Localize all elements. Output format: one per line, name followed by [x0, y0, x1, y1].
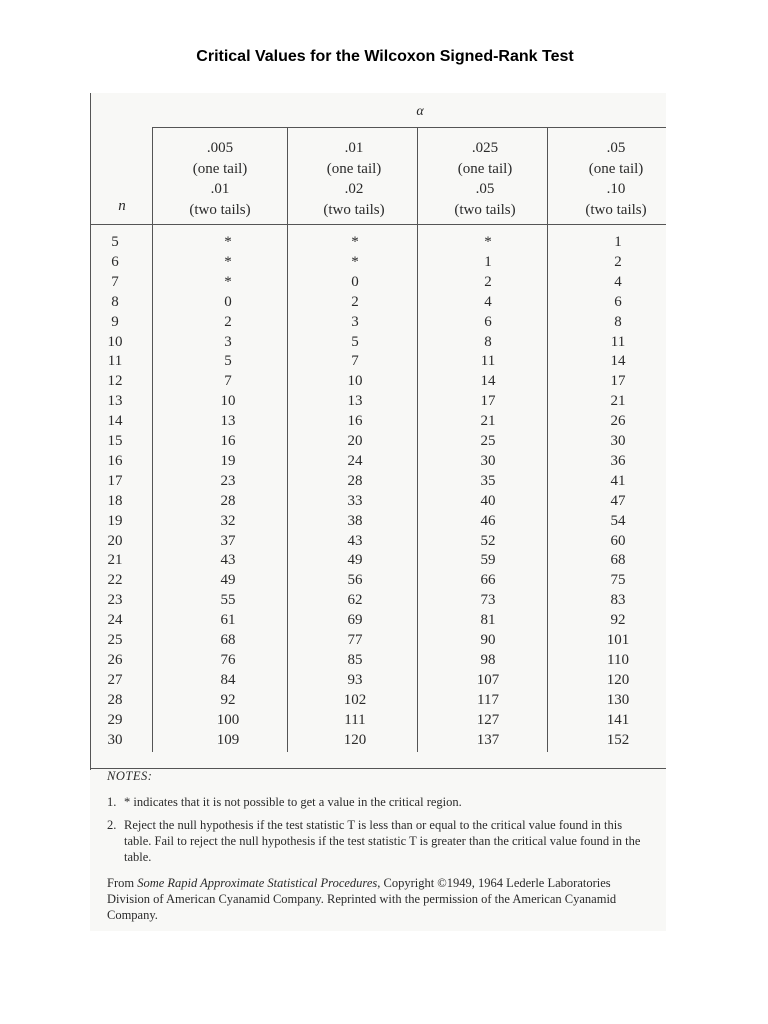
critical-value-cell: 3 — [351, 313, 359, 330]
n-cell: 30 — [107, 731, 123, 748]
critical-value-cell: 37 — [220, 532, 236, 549]
n-cell: 21 — [107, 552, 123, 569]
critical-value-cell: 40 — [480, 492, 496, 509]
critical-value-cell: 46 — [480, 512, 496, 529]
notes-heading: NOTES: — [107, 769, 153, 783]
notes-section — [107, 768, 652, 923]
n-column-header: n — [118, 198, 126, 214]
note-text: * indicates that it is not possible to get a value in the critical region. — [124, 795, 462, 809]
column-divider-3 — [417, 127, 418, 752]
critical-value-cell: 10 — [347, 373, 363, 390]
critical-value-cell: 7 — [224, 373, 232, 390]
critical-value-cell: 81 — [480, 612, 496, 629]
critical-value-cell: 107 — [476, 671, 500, 688]
n-cell: 18 — [107, 492, 123, 509]
critical-value-cell: 120 — [606, 671, 630, 688]
n-cell: 13 — [107, 393, 123, 410]
critical-value-cell: 77 — [347, 632, 363, 648]
n-cell: 28 — [107, 691, 123, 708]
critical-value-cell: 137 — [476, 731, 500, 748]
critical-value-cell: 68 — [610, 552, 626, 569]
critical-value-cell: 49 — [220, 572, 236, 589]
n-cell: 5 — [111, 234, 119, 250]
critical-value-cell: * — [224, 273, 232, 290]
critical-value-cell: 92 — [610, 612, 626, 629]
column-header-1 — [172, 138, 268, 220]
critical-value-cell: 59 — [480, 552, 496, 569]
critical-value-cell: 117 — [477, 691, 499, 708]
two-tails-label: (two tails) — [585, 201, 647, 218]
critical-value-cell: 68 — [220, 632, 236, 648]
critical-value-cell: 7 — [351, 353, 359, 370]
critical-value-cell: 16 — [347, 413, 363, 430]
n-cell: 11 — [107, 353, 123, 370]
note-1 — [107, 794, 652, 810]
critical-value-cell: 141 — [606, 711, 630, 728]
critical-value-cell: 61 — [220, 612, 236, 629]
critical-value-cell: 76 — [220, 651, 236, 668]
critical-value-cell: 17 — [480, 393, 496, 410]
critical-value-cell: 23 — [220, 472, 236, 489]
critical-value-cell: 75 — [610, 572, 626, 589]
critical-value-cell: 66 — [480, 572, 496, 589]
header-rule — [90, 224, 666, 225]
critical-value-cell: 6 — [614, 293, 622, 310]
column-header-2 — [306, 138, 402, 220]
critical-value-cell: 4 — [614, 273, 622, 290]
column-header-3 — [437, 138, 533, 220]
critical-value-cell: 11 — [610, 333, 626, 350]
note-number: 2. — [107, 818, 117, 832]
critical-value-cell: * — [484, 234, 492, 250]
critical-value-cell: 92 — [220, 691, 236, 708]
critical-value-cell: * — [224, 234, 232, 250]
one-tail-label: (one tail) — [588, 160, 644, 177]
critical-value-cell: 47 — [610, 492, 626, 509]
n-cell: 6 — [111, 253, 119, 270]
critical-value-cell: 24 — [347, 452, 363, 469]
critical-value-cell: 30 — [480, 452, 496, 469]
one-tail-value: .01 — [344, 140, 364, 156]
critical-value-cell: 5 — [224, 353, 232, 370]
source-citation — [107, 875, 652, 923]
critical-value-cell: 6 — [484, 313, 492, 330]
n-cell: 15 — [107, 433, 123, 449]
critical-value-cell: 52 — [480, 532, 496, 549]
critical-value-cell: 5 — [351, 333, 359, 350]
two-tails-value: .02 — [344, 181, 364, 197]
critical-value-cell: 16 — [220, 433, 236, 449]
critical-value-cell: 101 — [606, 632, 630, 648]
critical-value-cell: 13 — [220, 413, 236, 430]
n-cell: 9 — [111, 313, 119, 330]
critical-value-cell: 109 — [216, 731, 240, 748]
critical-value-cell: 111 — [344, 711, 366, 728]
note-2 — [107, 817, 652, 865]
critical-value-cell: 21 — [480, 413, 496, 430]
source-prefix: From — [107, 876, 138, 890]
n-cell: 22 — [107, 572, 123, 589]
critical-value-cell: 19 — [220, 452, 236, 469]
critical-value-cell: 32 — [220, 512, 236, 529]
one-tail-value: .05 — [606, 140, 626, 156]
alpha-label: α — [416, 104, 424, 119]
critical-value-cell: * — [351, 234, 359, 250]
critical-value-cell: 43 — [347, 532, 363, 549]
critical-value-cell: 110 — [607, 651, 629, 668]
two-tails-value: .01 — [210, 181, 230, 197]
critical-value-cell: 41 — [610, 472, 626, 489]
one-tail-value: .025 — [471, 140, 499, 156]
critical-value-cell: 85 — [347, 651, 363, 668]
critical-value-cell: 3 — [224, 333, 232, 350]
n-cell: 25 — [107, 632, 123, 648]
two-tails-label: (two tails) — [454, 201, 516, 218]
critical-value-cell: 93 — [347, 671, 363, 688]
critical-value-cell: 62 — [347, 592, 363, 609]
critical-value-cell: 8 — [614, 313, 622, 330]
critical-value-cell: 98 — [480, 651, 496, 668]
critical-value-cell: 28 — [347, 472, 363, 489]
critical-value-cell: 152 — [606, 731, 630, 748]
n-cell: 24 — [107, 612, 123, 629]
critical-value-cell: 56 — [347, 572, 363, 589]
page-title: Critical Values for the Wilcoxon Signed-Rank Test — [196, 48, 574, 65]
critical-value-cell: 90 — [480, 632, 496, 648]
critical-value-cell: 73 — [480, 592, 496, 609]
critical-value-cell: 4 — [484, 293, 492, 310]
one-tail-label: (one tail) — [326, 160, 382, 177]
critical-value-cell: 1 — [614, 234, 622, 250]
n-cell: 26 — [107, 651, 123, 668]
n-cell: 19 — [107, 512, 123, 529]
n-cell: 10 — [107, 333, 123, 350]
critical-value-cell: 13 — [347, 393, 363, 410]
critical-value-cell: 2 — [614, 253, 622, 270]
critical-value-cell: 33 — [347, 492, 363, 509]
critical-value-cell: 2 — [224, 313, 232, 330]
critical-value-cell: * — [351, 253, 359, 270]
n-cell: 8 — [111, 293, 119, 310]
critical-value-cell: 54 — [610, 512, 626, 529]
critical-value-cell: 2 — [351, 293, 359, 310]
one-tail-label: (one tail) — [457, 160, 513, 177]
critical-value-cell: 10 — [220, 393, 236, 410]
critical-value-cell: 43 — [220, 552, 236, 569]
alpha-underline — [152, 127, 666, 128]
critical-value-cell: 102 — [343, 691, 367, 708]
critical-value-cell: 120 — [343, 731, 367, 748]
critical-value-cell: * — [224, 253, 232, 270]
source-rest: , Copyright ©1949, 1964 Lederle Laboratories Division of American Cyanamid Company. Reprinted with the permission of the American Cyanamid Company. — [107, 876, 617, 922]
critical-value-cell: 17 — [610, 373, 626, 390]
critical-value-cell: 25 — [480, 433, 496, 449]
left-border — [90, 93, 91, 770]
critical-value-cell: 1 — [484, 253, 492, 270]
n-cell: 20 — [107, 532, 123, 549]
two-tails-value: .10 — [606, 181, 626, 197]
two-tails-label: (two tails) — [323, 201, 385, 218]
one-tail-value: .005 — [206, 140, 234, 156]
critical-value-cell: 14 — [480, 373, 496, 390]
critical-value-cell: 55 — [220, 592, 236, 609]
column-divider-2 — [287, 127, 288, 752]
critical-value-cell: 0 — [351, 273, 359, 290]
critical-value-cell: 130 — [606, 691, 630, 708]
critical-value-cell: 127 — [476, 711, 500, 728]
critical-value-cell: 35 — [480, 472, 496, 489]
note-number: 1. — [107, 795, 117, 809]
critical-value-cell: 8 — [484, 333, 492, 350]
critical-value-cell: 14 — [610, 353, 626, 370]
critical-value-cell: 0 — [224, 293, 232, 310]
critical-value-cell: 69 — [347, 612, 363, 629]
n-cell: 29 — [107, 711, 123, 728]
source-title: Some Rapid Approximate Statistical Procedures — [137, 876, 378, 890]
n-cell: 17 — [107, 472, 123, 489]
critical-value-cell: 100 — [216, 711, 240, 728]
critical-value-cell: 28 — [220, 492, 236, 509]
column-divider-1 — [152, 127, 153, 752]
column-header-4 — [568, 138, 664, 220]
critical-value-cell: 2 — [484, 273, 492, 290]
critical-value-cell: 20 — [347, 433, 363, 449]
critical-value-cell: 38 — [347, 512, 363, 529]
critical-value-cell: 30 — [610, 433, 626, 449]
n-cell: 16 — [107, 452, 123, 469]
column-divider-4 — [547, 127, 548, 752]
critical-value-cell: 21 — [610, 393, 626, 410]
critical-value-cell: 49 — [347, 552, 363, 569]
critical-value-cell: 84 — [220, 671, 236, 688]
critical-value-cell: 26 — [610, 413, 626, 430]
critical-value-cell: 36 — [610, 452, 626, 469]
note-text: Reject the null hypothesis if the test statistic T is less than or equal to the critical value found in this table. Fail to reject the null hypothesis if the test statistic T is greater than the critical value found in the table. — [124, 818, 641, 864]
two-tails-label: (two tails) — [189, 201, 251, 218]
two-tails-value: .05 — [475, 181, 495, 197]
critical-value-cell: 60 — [610, 532, 626, 549]
n-cell: 27 — [107, 671, 123, 688]
one-tail-label: (one tail) — [192, 160, 248, 177]
critical-value-cell: 83 — [610, 592, 626, 609]
n-cell: 14 — [107, 413, 123, 430]
n-cell: 7 — [111, 273, 119, 290]
n-cell: 23 — [107, 592, 123, 609]
critical-value-cell: 11 — [480, 353, 496, 370]
n-cell: 12 — [107, 373, 123, 390]
